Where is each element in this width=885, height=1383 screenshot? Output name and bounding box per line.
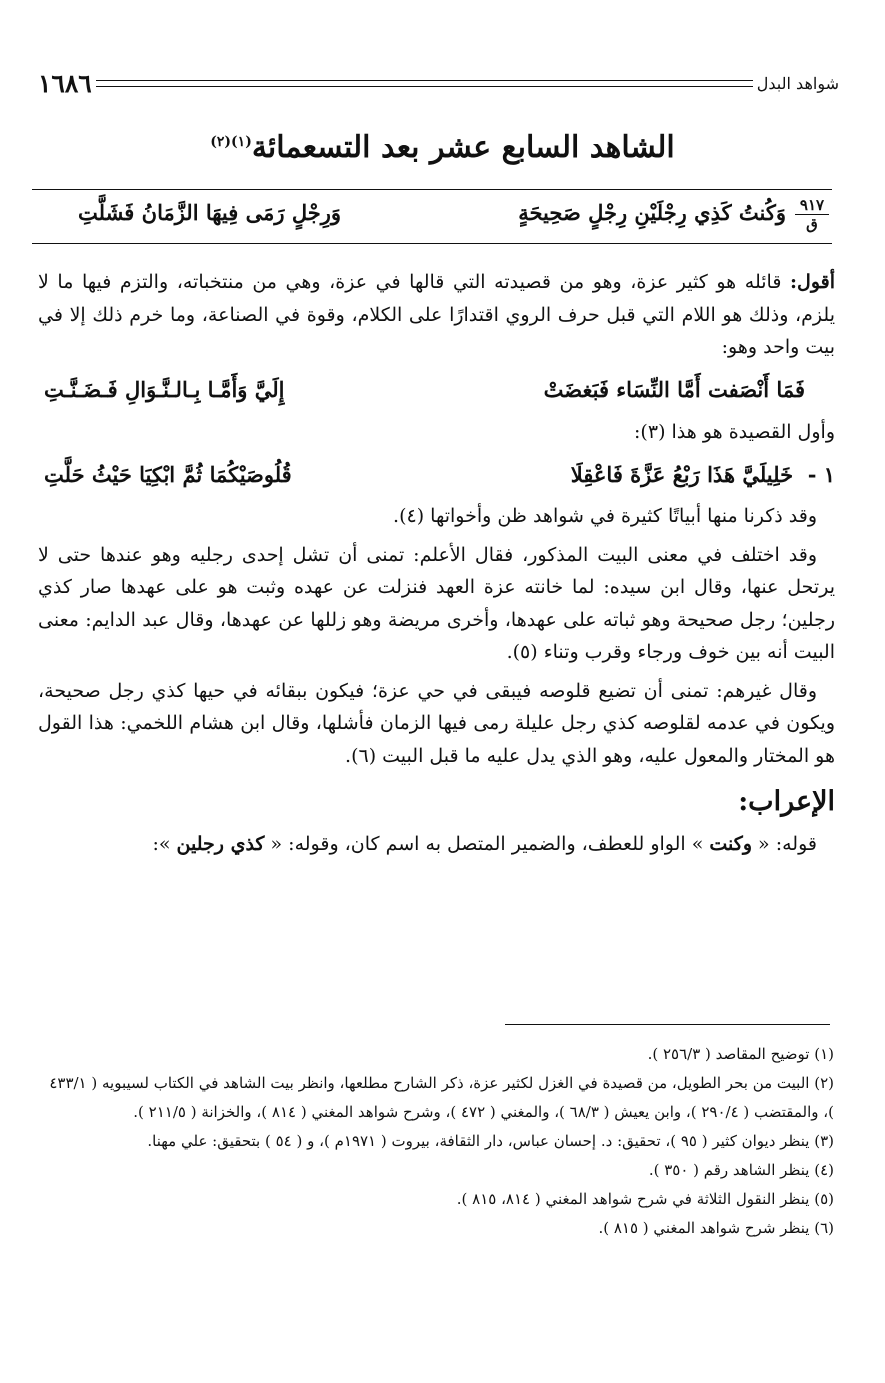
verse-first-hemistich: وَكُنتُ كَذِي رِجْلَيْنِ رِجْلٍ صَحِيحَةٍ	[518, 200, 786, 225]
section-title-text: الشاهد السابع عشر بعد التسعمائة	[251, 130, 675, 165]
header-double-rule	[96, 80, 753, 87]
verse-number-sub: ق	[806, 215, 818, 233]
title-footnote-marker: (١)(٢)	[210, 134, 252, 150]
paragraph-opening: وأول القصيدة هو هذا (٣):	[634, 420, 835, 443]
poem-b-first: خَلِيلَيَّ هَذَا رَبْعُ عَزَّةَ فَاعْقِلَا	[570, 461, 794, 487]
poem-line-b	[38, 448, 835, 500]
verse-number-value: ٩١٧	[799, 196, 825, 214]
i3rab-t3: »:	[152, 833, 177, 855]
verse-number	[792, 198, 832, 231]
i3rab-heading: الإعراب:	[738, 786, 835, 817]
footnote-4: (٤) ينظر الشاهد رقم ( ٣٥٠ ).	[648, 1161, 834, 1179]
footnotes	[34, 1040, 834, 1243]
paragraph-author-text: قائله هو كثير عزة، وهو من قصيدته التي قالها في عزة، وهي من منتخباته، والتزم فيها ما لا يلزم، وذلك هو اللام التي قبل حرف الروي اقتدارًا على الكلام، وقوة في الصناعة، وما خرم ذلك إلا في بيت واحد وهو:	[38, 271, 835, 358]
i3rab-t2: » الواو للعطف، والضمير المتصل به اسم كان، وقوله: «	[264, 833, 710, 855]
footnote-rule	[505, 1024, 830, 1025]
paragraph-i3rab	[38, 828, 835, 861]
i3rab-t1: قوله: «	[752, 833, 817, 855]
poem-a-second: إِلَيَّ وَأَمَّـا بِـالـنَّـوَالِ فَـضَـنَّـتِ	[44, 377, 285, 402]
poem-b-second: قُلُوصَيْكُمَا ثُمَّ ابْكِيَا حَيْثُ حَلَّتِ	[44, 461, 292, 487]
footnote-3: (٣) ينظر ديوان كثير ( ٩٥ )، تحقيق: د. إحسان عباس، دار الثقافة، بيروت ( ١٩٧١م )، و ( ٥٤ ) بتحقيق: علي مهنا.	[147, 1132, 834, 1150]
footnote-6: (٦) ينظر شرح شواهد المغني ( ٨١٥ ).	[598, 1219, 834, 1237]
paragraph-mentioned: وقد ذكرنا منها أبياتًا كثيرة في شواهد ظن وأخواتها (٤).	[393, 505, 817, 527]
footnote-1: (١) توضيح المقاصد ( ٢٥٦/٣ ).	[647, 1045, 834, 1063]
running-header	[30, 66, 845, 100]
paragraph-author	[38, 266, 835, 364]
poem-b-first-wrap	[571, 462, 835, 487]
running-title: شواهد البدل	[756, 73, 839, 93]
title-rule	[32, 189, 832, 190]
section-title	[0, 130, 885, 165]
paragraph-others: وقال غيرهم: تمنى أن تضيع قلوصه فيبقى في حي عزة؛ فيكون ببقائه في حيها كذي رجل صحيحة، ويكون في عدمه لقلوصه كذي رجل عليلة رمى فيها الزمان فأشلها، وقال ابن هشام اللخمي: هذا القول هو المختار والمعول عليه، وهو الذي يدل عليه ما قبل البيت (٦).	[38, 679, 835, 767]
paragraph-meaning: وقد اختلف في معنى البيت المذكور، فقال الأعلم: تمنى أن تشل إحدى رجليه وهو عندها حتى لا يرتحل عنها، وقال ابن سيده: لما خانته عزة العهد فنزلت عن عهده وثبت هو على عهدها صار كذي رجلين؛ رجل صحيحة وهو ثباته على عهدها، وأخرى مريضة وهو زللها عن عهدها، وقال عبد الدايم: معنى البيت أنه بين خوف ورجاء وقرب وتناء (٥).	[38, 543, 835, 663]
i3rab-kw2: كذي رجلين	[176, 833, 265, 855]
poem-b-number: ١ -	[807, 461, 835, 487]
poem-a-first: فَمَا أَنْصَفت أَمَّا النِّسَاء فَبَغضَتْ	[543, 377, 805, 402]
verse-second-hemistich: وَرِجْلٍ رَمَى فِيهَا الزَّمَانُ فَشَلَّتِ	[78, 200, 341, 225]
poem-line-a	[38, 364, 835, 416]
i3rab-kw1: وكنت	[709, 833, 753, 855]
footnote-5: (٥) ينظر النقول الثلاثة في شرح شواهد المغني ( ٨١٤، ٨١٥ ).	[456, 1190, 834, 1208]
verse-rule	[32, 243, 832, 244]
footnote-2: (٢) البيت من بحر الطويل، من قصيدة في الغزل لكثير عزة، ذكر الشارح مطلعها، وانظر بيت الشاهد في الكتاب لسيبويه ( ٤٣٣/١ )، والمقتضب ( ٢٩٠/٤ )، وابن يعيش ( ٦٨/٣ )، والمغني ( ٤٧٢ )، وشرح شواهد المغني ( ٨١٤ )، والخزانة ( ٢١١/٥ ).	[49, 1074, 834, 1121]
witness-verse	[32, 196, 832, 240]
aqul-label: أقول:	[790, 271, 835, 293]
main-text	[38, 266, 835, 861]
page-number: ١٦٨٦	[38, 68, 92, 98]
